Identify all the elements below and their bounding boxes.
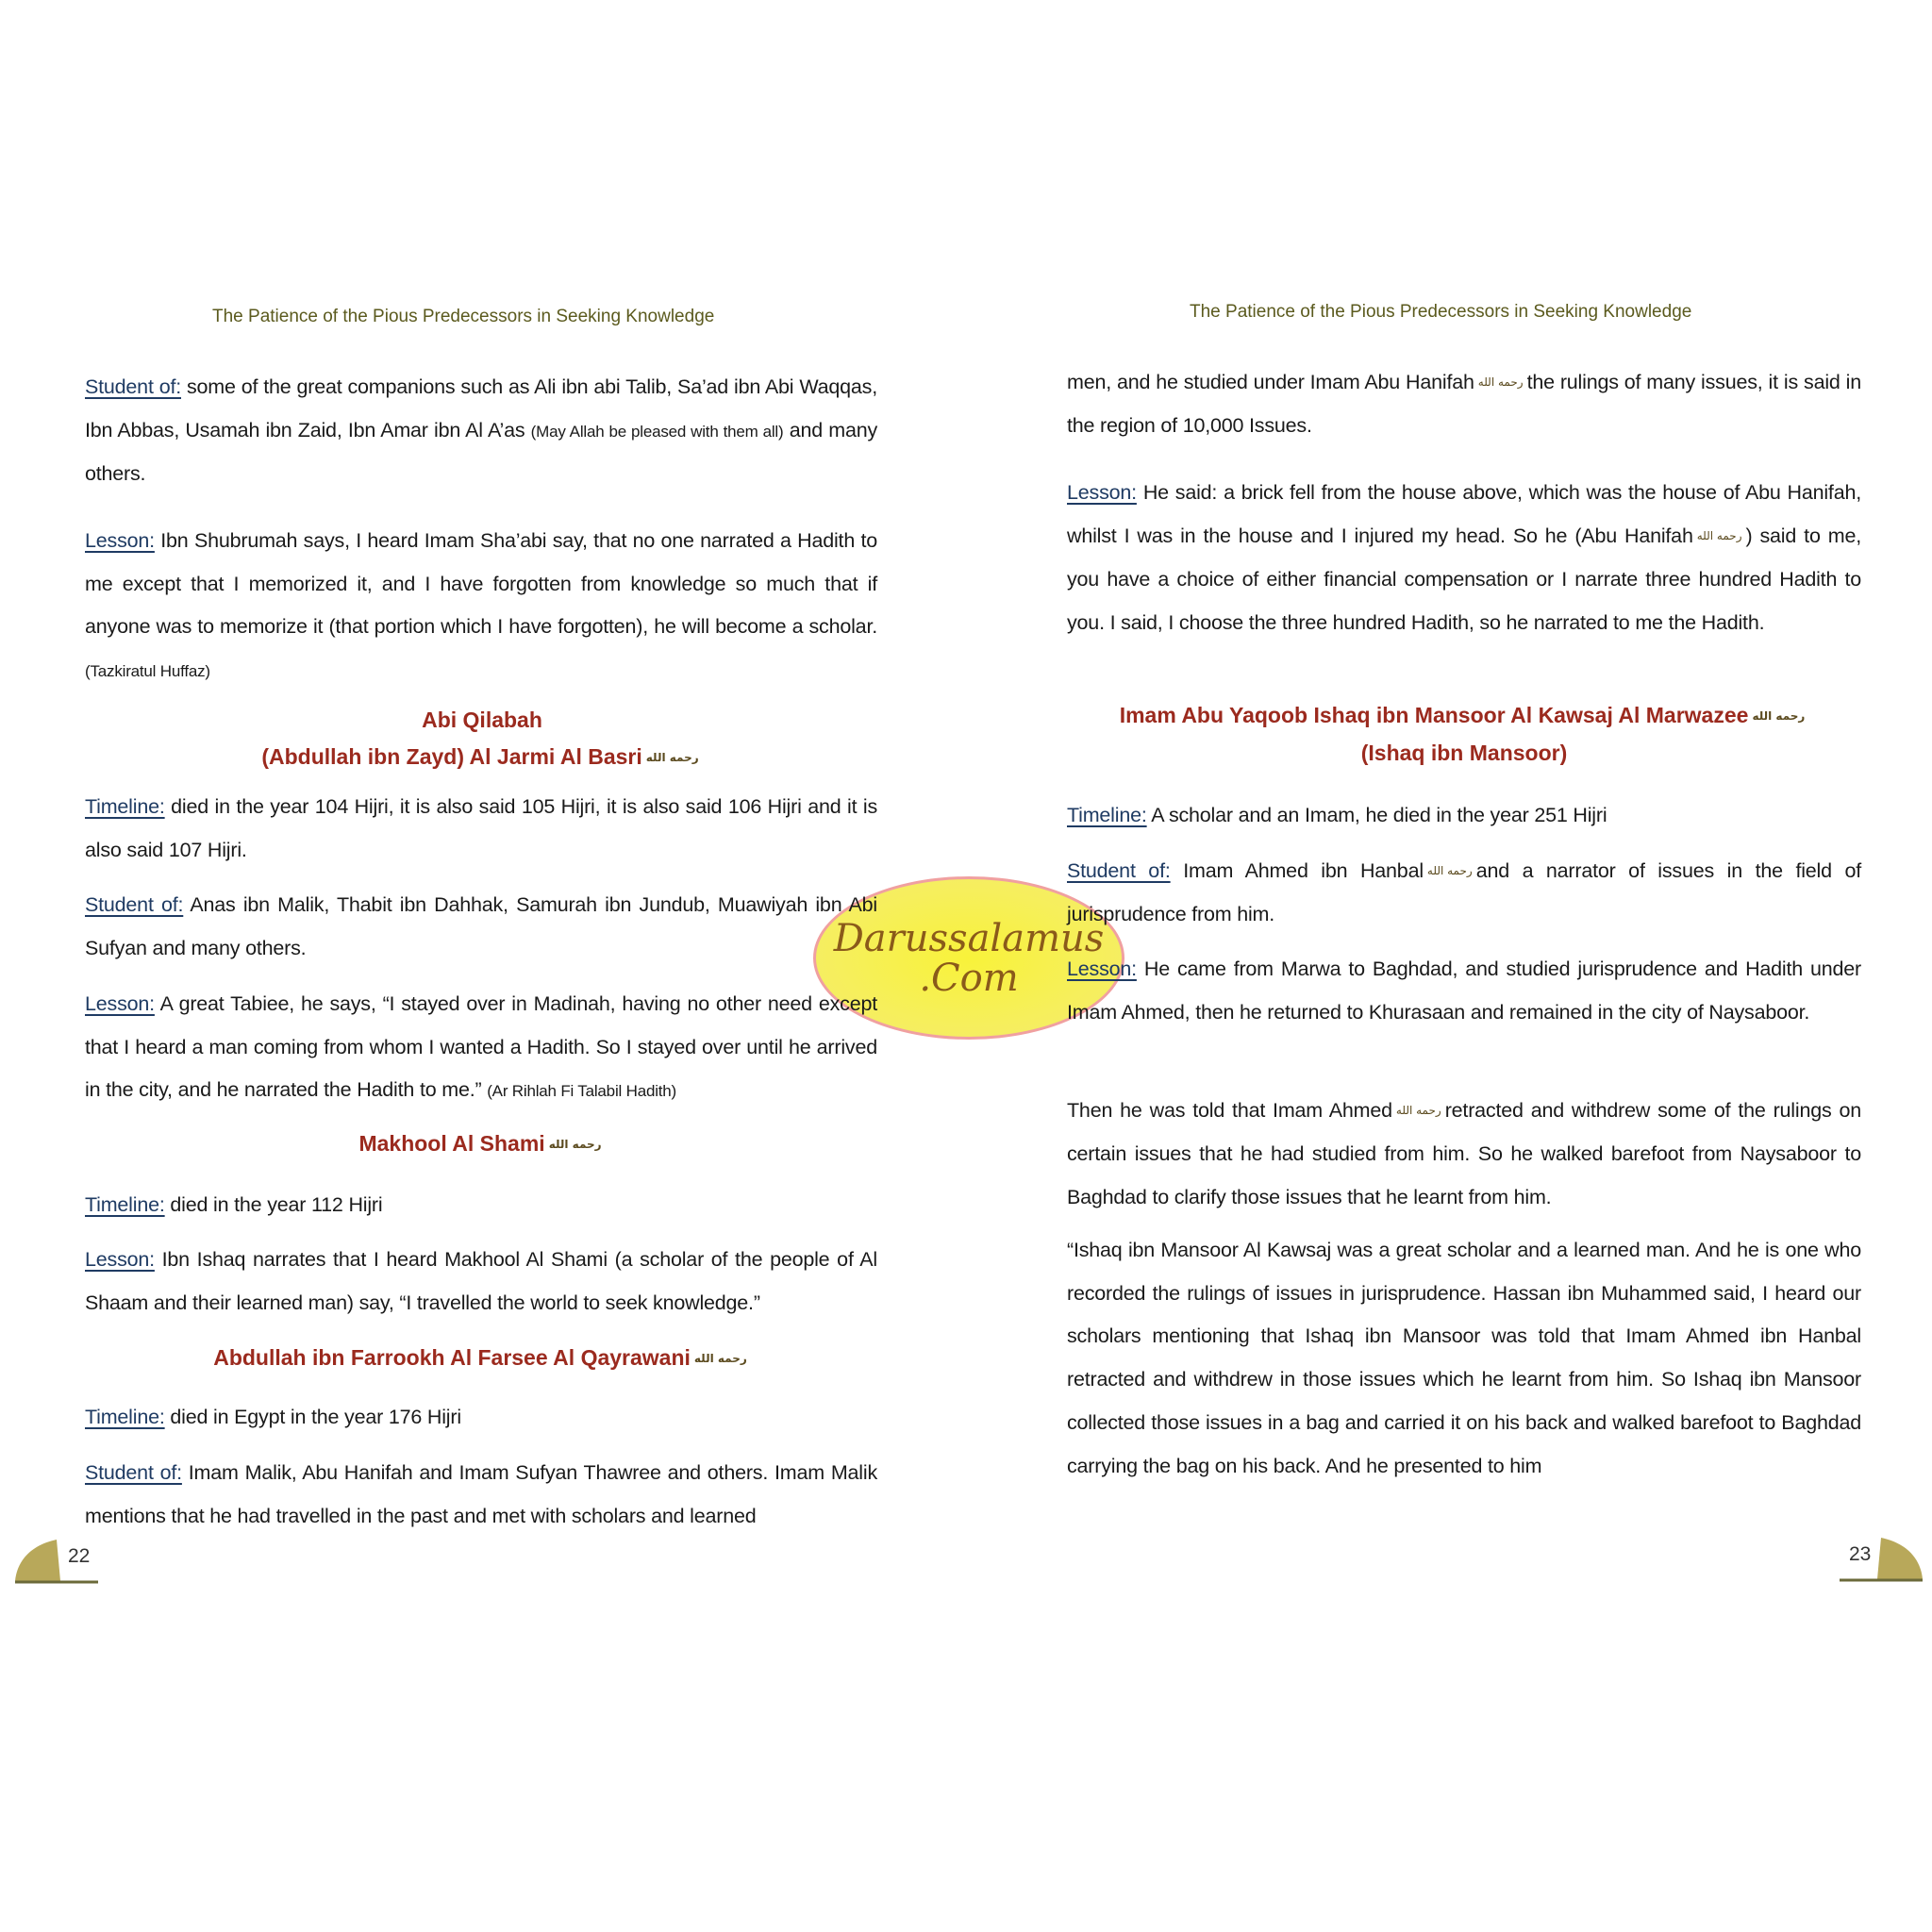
field-label: Timeline:: [1067, 804, 1147, 826]
field-label: Student of:: [85, 893, 184, 916]
text-run: Imam Malik, Abu Hanifah and Imam Sufyan Thawree and others. Imam Malik mentions that he had travelled in the past and met with scholars and learned: [85, 1461, 877, 1527]
text-run: Abi Qilabah: [422, 708, 542, 732]
text-run: Abdullah ibn Farrookh Al Farsee Al Qayrawani: [213, 1345, 691, 1370]
field-label: Lesson:: [1067, 481, 1137, 504]
rahimahullah-icon: [646, 740, 699, 776]
paragraph: [1067, 1090, 1861, 1220]
heading-line: [85, 702, 879, 739]
text-run: and many others.: [85, 418, 878, 486]
text-run: men, and he studied under Imam Abu Hanifah: [1067, 371, 1474, 393]
paragraph: [85, 1396, 877, 1440]
field-label: Lesson:: [85, 529, 155, 552]
paragraph: [85, 1452, 877, 1538]
heading-line: [1067, 735, 1861, 772]
text-run: (Ishaq ibn Mansoor): [1360, 741, 1568, 766]
text-run: Imam Ahmed ibn Hanbal: [1183, 859, 1424, 882]
paragraph: [1067, 361, 1861, 448]
rahimahullah-icon: [1478, 361, 1524, 405]
text-run: Imam Abu Yaqoob Ishaq ibn Mansoor Al Kawsaj Al Marwazee: [1119, 703, 1749, 727]
paragraph: [85, 1239, 877, 1324]
paragraph: [85, 520, 877, 693]
section-heading: [85, 1340, 879, 1377]
citation: (Ar Rihlah Fi Talabil Hadith): [487, 1082, 677, 1101]
heading-line: [85, 1340, 879, 1377]
paragraph: [1067, 948, 1861, 1034]
heading-line: [85, 739, 879, 776]
field-label: Student of:: [85, 1461, 182, 1484]
heading-line: [85, 1125, 879, 1163]
field-label: Student of:: [85, 375, 181, 398]
text-run: He came from Marwa to Baghdad, and studied jurisprudence and Hadith under Imam Ahmed, then he returned to Khurasaan and remained in the city of Naysaboor.: [1067, 958, 1862, 1024]
section-heading: [1067, 697, 1861, 772]
field-label: Lesson:: [1067, 958, 1137, 980]
text-run: and a narrator of issues in the field of jurisprudence from him.: [1067, 859, 1862, 926]
paragraph: [85, 366, 877, 496]
rahimahullah-icon: [1396, 1090, 1441, 1133]
section-heading: [85, 702, 879, 776]
text-run: Makhool Al Shami: [358, 1131, 545, 1156]
paragraph: [85, 786, 877, 872]
field-label: Student of:: [1067, 859, 1171, 882]
text-run: A great Tabiee, he says, “I stayed over in Madinah, having no other need except that I heard a man coming from whom I wanted a Hadith. So I stayed over until he arrived in the city, and he narrated the Hadith to me.”: [85, 992, 877, 1102]
page-number-left: 22: [68, 1545, 91, 1567]
text-run: died in the year 104 Hijri, it is also said 105 Hijri, it is also said 106 Hijri and it is also said 107 Hijri.: [85, 795, 878, 861]
text-run: some of the great companions such as Ali ibn abi Talib, Sa’ad ibn Abi Waqqas, Ibn Abbas, Usamah ibn Zaid, Ibn Amar ibn Al A’as: [85, 375, 877, 441]
paragraph: [1067, 850, 1861, 937]
right-running-head: The Patience of the Pious Predecessors in Seeking Knowledge: [1190, 302, 1692, 322]
rahimahullah-icon: [549, 1126, 602, 1163]
field-label: Timeline:: [85, 1193, 165, 1216]
text-run: He said: a brick fell from the house above, which was the house of Abu Hanifah, whilst I was in the house and I injured my head. So he (Abu Hanifah: [1067, 481, 1861, 547]
text-run: Anas ibn Malik, Thabit ibn Dahhak, Samurah ibn Jundub, Muawiyah ibn Abi Sufyan and many others.: [85, 893, 877, 959]
text-run: died in Egypt in the year 176 Hijri: [170, 1406, 461, 1428]
text-run: “Ishaq ibn Mansoor Al Kawsaj was a great scholar and a learned man. And he is one who recorded the rulings of issues in jurisprudence. Hassan ibn Muhammed said, I heard our scholars mentioning that Ishaq ibn Mansoor was told that Imam Ahmed ibn Hanbal retracted and withdrew in those issues which he learnt from him. So Ishaq ibn Mansoor collected those issues in a bag and carried it on his back and walked barefoot to Baghdad carrying the bag on his back. And he presented to him: [1067, 1239, 1861, 1477]
paragraph: [1067, 472, 1861, 644]
paragraph: [1067, 794, 1861, 838]
rahimahullah-icon: [1427, 850, 1473, 893]
field-label: Lesson:: [85, 992, 155, 1015]
section-heading: [85, 1125, 879, 1163]
text-run: retracted and withdrew some of the rulings on certain issues that he had studied from him. So he walked barefoot from Naysaboor to Baghdad to clarify those issues that he learnt from him.: [1067, 1099, 1861, 1208]
rahimahullah-icon: [694, 1341, 747, 1377]
rahimahullah-icon: [1697, 515, 1742, 558]
paragraph: [85, 884, 877, 970]
paragraph: [85, 1184, 877, 1227]
paragraph: [85, 983, 877, 1113]
field-label: Timeline:: [85, 795, 165, 818]
text-run: Ibn Ishaq narrates that I heard Makhool Al Shami (a scholar of the people of Al Shaam and their learned man) say, “I travelled the world to seek knowledge.”: [85, 1248, 877, 1314]
citation: (May Allah be pleased with them all): [530, 422, 784, 441]
left-running-head: The Patience of the Pious Predecessors in Seeking Knowledge: [212, 307, 715, 326]
heading-line: [1067, 697, 1861, 735]
text-run: A scholar and an Imam, he died in the year 251 Hijri: [1151, 804, 1607, 826]
field-label: Timeline:: [85, 1406, 165, 1428]
text-run: Then he was told that Imam Ahmed: [1067, 1099, 1392, 1122]
text-run: ) said to me, you have a choice of either financial compensation or I narrate three hundred Hadith to you. I said, I choose the three hundred Hadith, so he narrated to me the Hadith.: [1067, 524, 1861, 634]
citation: (Tazkiratul Huffaz): [85, 662, 210, 681]
text-run: (Abdullah ibn Zayd) Al Jarmi Al Basri: [261, 744, 642, 769]
text-run: Ibn Shubrumah says, I heard Imam Sha’abi say, that no one narrated a Hadith to me except that I memorized it, and I have forgotten from knowledge so much that if anyone was to memorize it (that portion which I have forgotten), he will become a scholar.: [85, 529, 877, 639]
field-label: Lesson:: [85, 1248, 155, 1271]
page-number-right: 23: [1849, 1543, 1872, 1565]
text-run: died in the year 112 Hijri: [170, 1193, 383, 1216]
paragraph: [1067, 1229, 1861, 1488]
text-run: the rulings of many issues, it is said in the region of 10,000 Issues.: [1067, 371, 1861, 438]
rahimahullah-icon: [1752, 698, 1805, 735]
watermark-line2: .Com: [919, 956, 1019, 1000]
watermark-line1: Darussalamus: [833, 916, 1105, 960]
